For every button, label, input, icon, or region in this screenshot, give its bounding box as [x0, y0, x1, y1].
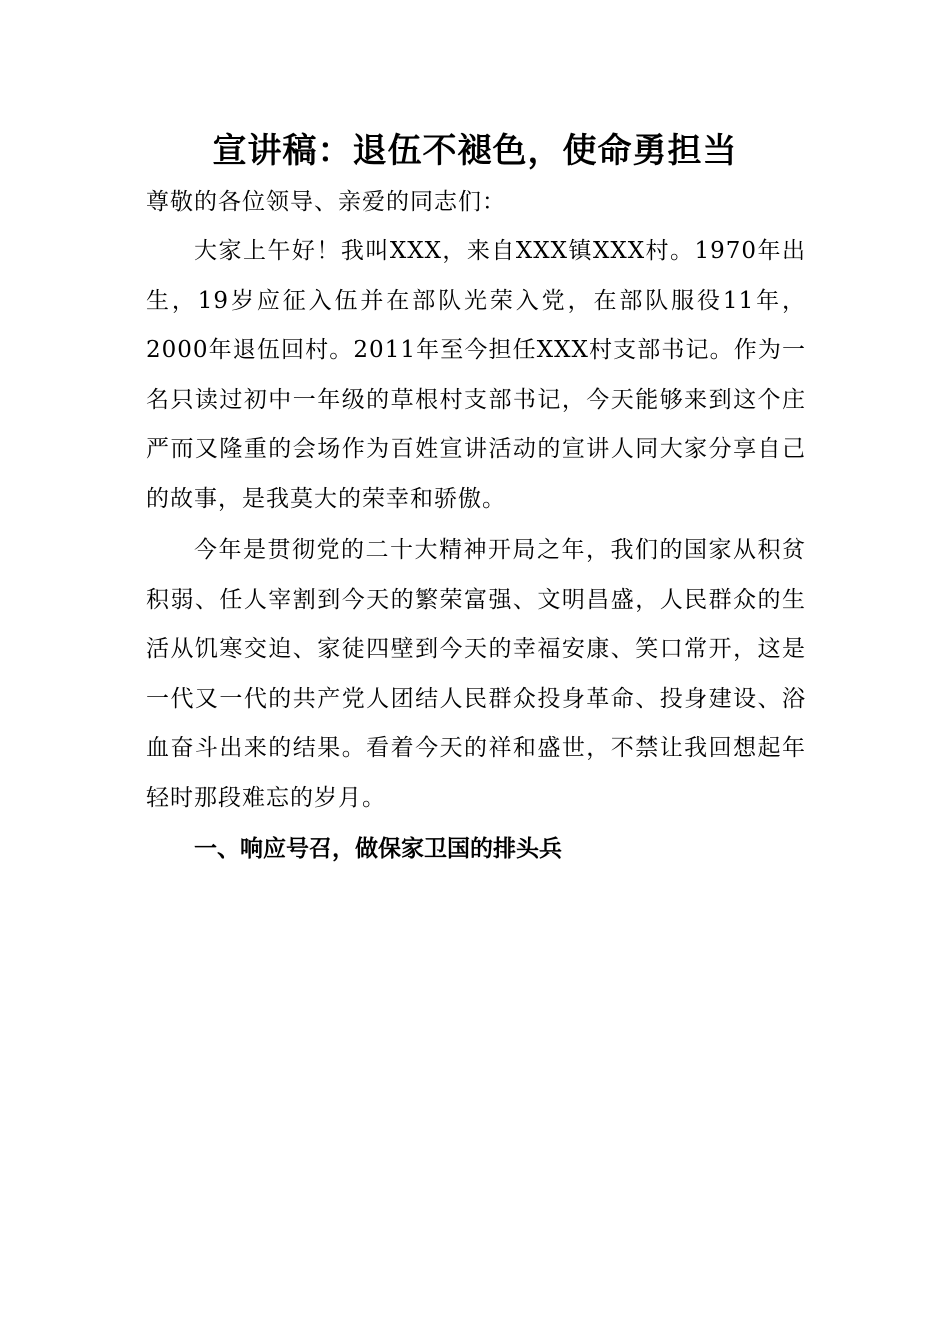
paragraph-context: 今年是贯彻党的二十大精神开局之年，我们的国家从积贫积弱、任人宰割到今天的繁荣富强、文明昌盛，人民群众的生活从饥寒交迫、家徒四壁到今天的幸福安康、笑口常开，这是一代又一代的共产党人团结人民群众投身革命、投身建设、浴血奋斗出来的结果。看着今天的祥和盛世，不禁让我回想起年轻时那段难忘的岁月。 [146, 537, 806, 811]
salutation: 尊敬的各位领导、亲爱的同志们： [146, 189, 506, 215]
section-heading: 一、响应号召，做保家卫国的排头兵 [194, 836, 562, 862]
paragraph-intro: 大家上午好！我叫XXX，来自XXX镇XXX村。1970年出生，19岁应征入伍并在部队光荣入党，在部队服役11年，2000年退伍回村。2011年至今担任XXX村支部书记。作为一名只读过初中一年级的草根村支部书记，今天能够来到这个庄严而又隆重的会场作为百姓宣讲活动的宣讲人同大家分享自己的故事，是我莫大的荣幸和骄傲。 [146, 238, 806, 512]
document-title: 宣讲稿：退伍不褪色，使命勇担当 [212, 131, 738, 171]
